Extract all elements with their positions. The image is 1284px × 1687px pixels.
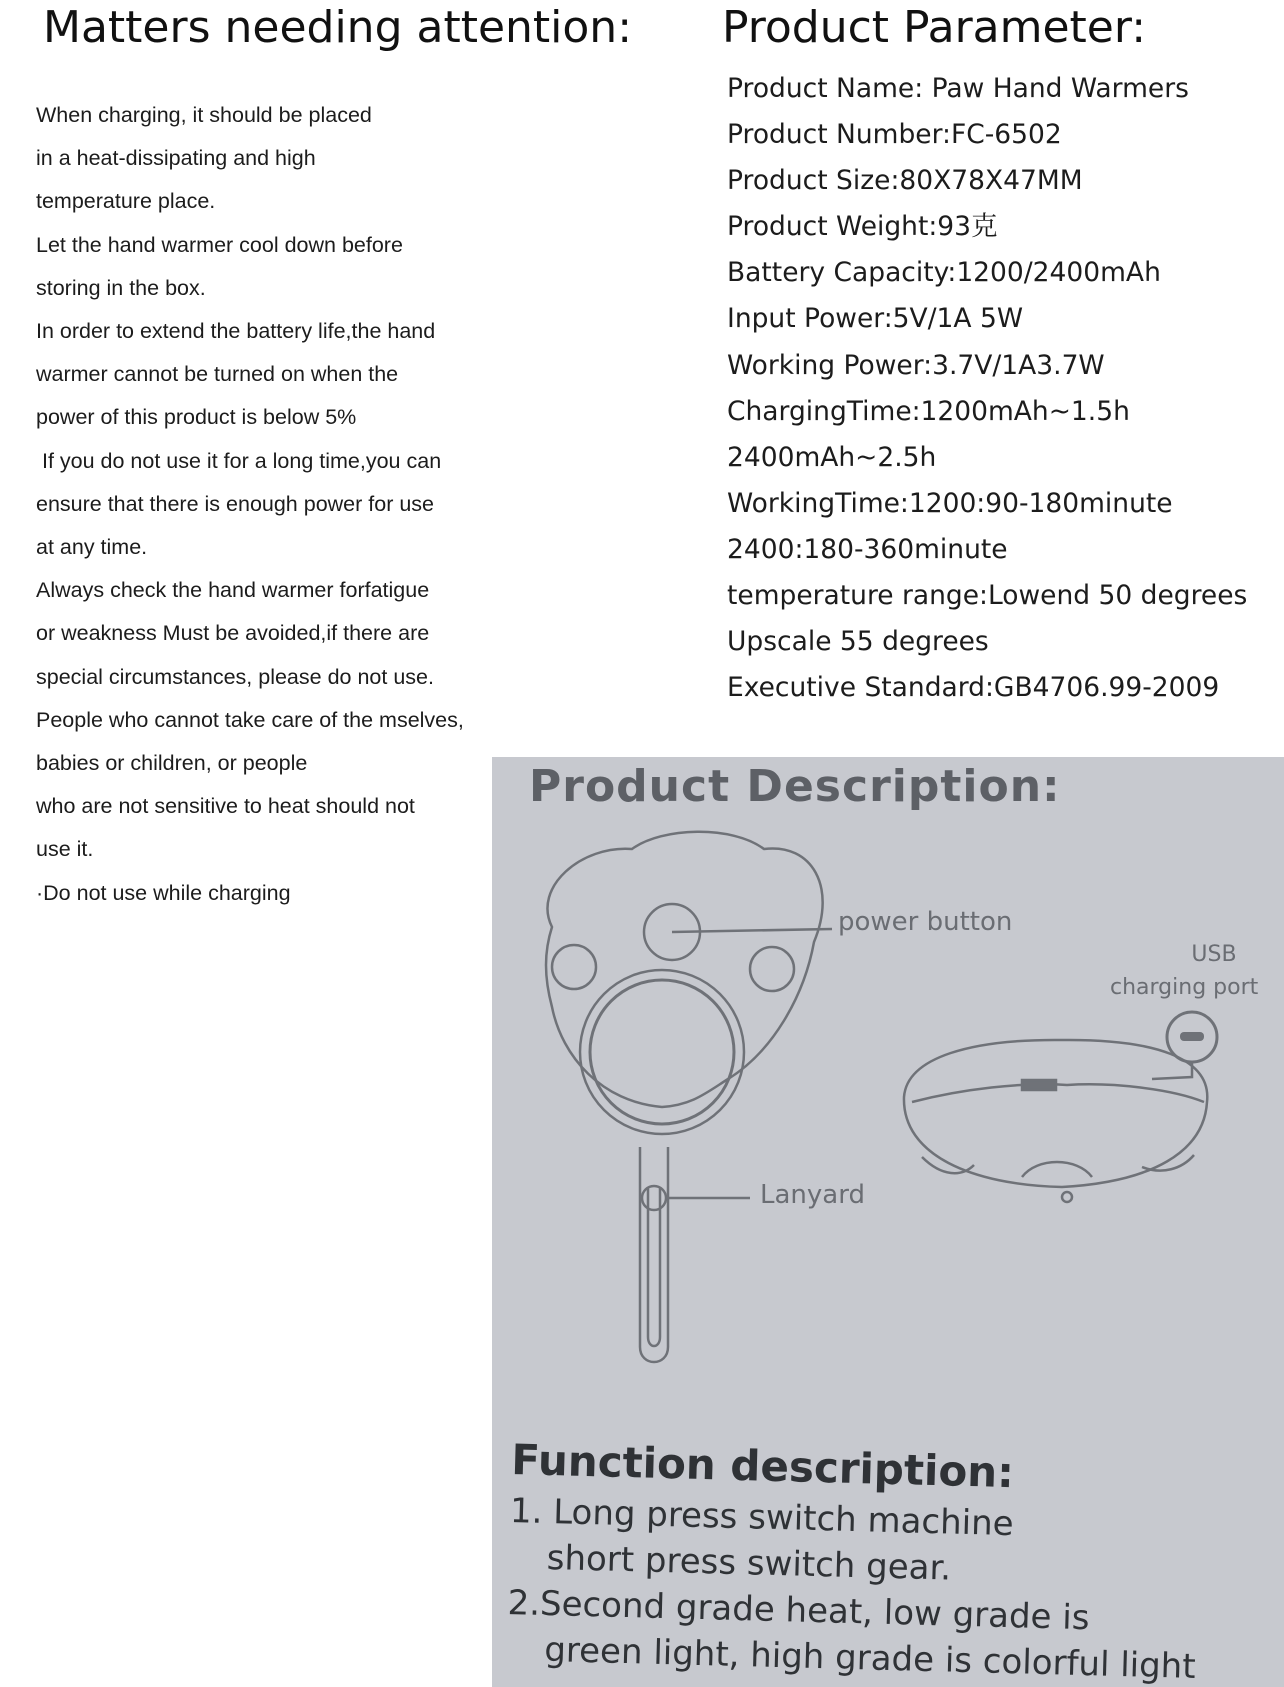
function-line: short press switch gear. bbox=[546, 1537, 952, 1589]
heat-pad-outer bbox=[580, 970, 744, 1134]
param-line: Battery Capacity:1200/2400mAh bbox=[727, 257, 1161, 289]
note-line: Always check the hand warmer forfatigue bbox=[36, 578, 430, 603]
function-line: 1. Long press switch machine bbox=[509, 1490, 1015, 1545]
function-line: 2.Second grade heat, low grade is bbox=[507, 1582, 1090, 1639]
note-line: babies or children, or people bbox=[36, 751, 308, 776]
param-line: Product Name: Paw Hand Warmers bbox=[727, 73, 1189, 104]
function-description bbox=[506, 1435, 1284, 1687]
attention-notes bbox=[36, 94, 536, 915]
note-line: If you do not use it for a long time,you can bbox=[36, 448, 442, 473]
note-line: storing in the box. bbox=[36, 275, 206, 300]
product-description-title: Product Description: bbox=[529, 761, 1061, 812]
note-line: use it. bbox=[36, 837, 94, 862]
parameter-heading: Product Parameter: bbox=[722, 2, 1147, 53]
lanyard-ring bbox=[642, 1186, 666, 1210]
usb-label: USB bbox=[1191, 942, 1237, 967]
param-line: 2400:180-360minute bbox=[727, 533, 1008, 565]
param-line: Product Number:FC-6502 bbox=[727, 119, 1062, 151]
bottom-nub bbox=[1062, 1192, 1072, 1202]
lanyard-loop bbox=[640, 1147, 668, 1362]
note-line: warmer cannot be turned on when the bbox=[36, 362, 399, 387]
note-line: who are not sensitive to heat should not bbox=[36, 794, 415, 819]
param-line: Working Power:3.7V/1A3.7W bbox=[727, 349, 1105, 381]
heat-pad-inner bbox=[590, 980, 734, 1124]
paw-side-drawing bbox=[904, 1012, 1217, 1202]
note-line: When charging, it should be placed bbox=[36, 103, 372, 127]
param-line: 2400mAh~2.5h bbox=[727, 441, 937, 473]
usb-leader bbox=[1152, 1062, 1192, 1079]
param-line: Product Weight:93克 bbox=[727, 211, 998, 243]
parameter-list bbox=[727, 66, 1284, 711]
param-line: Input Power:5V/1A 5W bbox=[727, 303, 1024, 335]
note-line: at any time. bbox=[36, 535, 148, 560]
note-line: ensure that there is enough power for use bbox=[36, 491, 435, 516]
note-line: People who cannot take care of the mselves, bbox=[36, 707, 464, 732]
paw-front-drawing bbox=[546, 832, 832, 1362]
param-line: temperature range:Lowend 50 degrees bbox=[727, 580, 1248, 612]
param-line: Executive Standard:GB4706.99-2009 bbox=[727, 672, 1220, 704]
toe-circle-right bbox=[750, 947, 794, 991]
param-line: WorkingTime:1200:90-180minute bbox=[727, 487, 1173, 519]
product-description-photo bbox=[492, 757, 1284, 1687]
side-outline bbox=[904, 1040, 1207, 1187]
charging-port-label: charging port bbox=[1110, 975, 1259, 1000]
attention-heading: Matters needing attention: bbox=[43, 2, 633, 53]
side-feet bbox=[922, 1155, 1194, 1177]
paw-outline bbox=[546, 832, 823, 1107]
power-button-leader bbox=[672, 929, 832, 932]
usb-port-icon bbox=[1180, 1032, 1204, 1041]
note-line: special circumstances, please do not use. bbox=[36, 664, 434, 689]
param-line: Upscale 55 degrees bbox=[727, 626, 989, 658]
note-line: in a heat-dissipating and high bbox=[36, 146, 316, 171]
note-line: power of this product is below 5% bbox=[36, 405, 357, 430]
note-line: In order to extend the battery life,the hand bbox=[36, 319, 436, 344]
note-line: ·Do not use while charging bbox=[36, 880, 291, 905]
toe-circle-left bbox=[552, 945, 596, 989]
note-line: or weakness Must be avoided,if there are bbox=[36, 621, 430, 646]
function-line: green light, high grade is colorful light bbox=[543, 1629, 1197, 1687]
side-seam bbox=[912, 1084, 1204, 1102]
param-line: ChargingTime:1200mAh~1.5h bbox=[727, 395, 1130, 427]
lanyard-label: Lanyard bbox=[760, 1180, 865, 1210]
note-line: Let the hand warmer cool down before bbox=[36, 232, 403, 257]
note-line: temperature place. bbox=[36, 189, 216, 214]
function-description-title: Function description: bbox=[510, 1435, 1015, 1498]
param-line: Product Size:80X78X47MM bbox=[727, 165, 1083, 197]
power-button-label: power button bbox=[838, 907, 1013, 937]
usb-slot bbox=[1022, 1080, 1056, 1090]
